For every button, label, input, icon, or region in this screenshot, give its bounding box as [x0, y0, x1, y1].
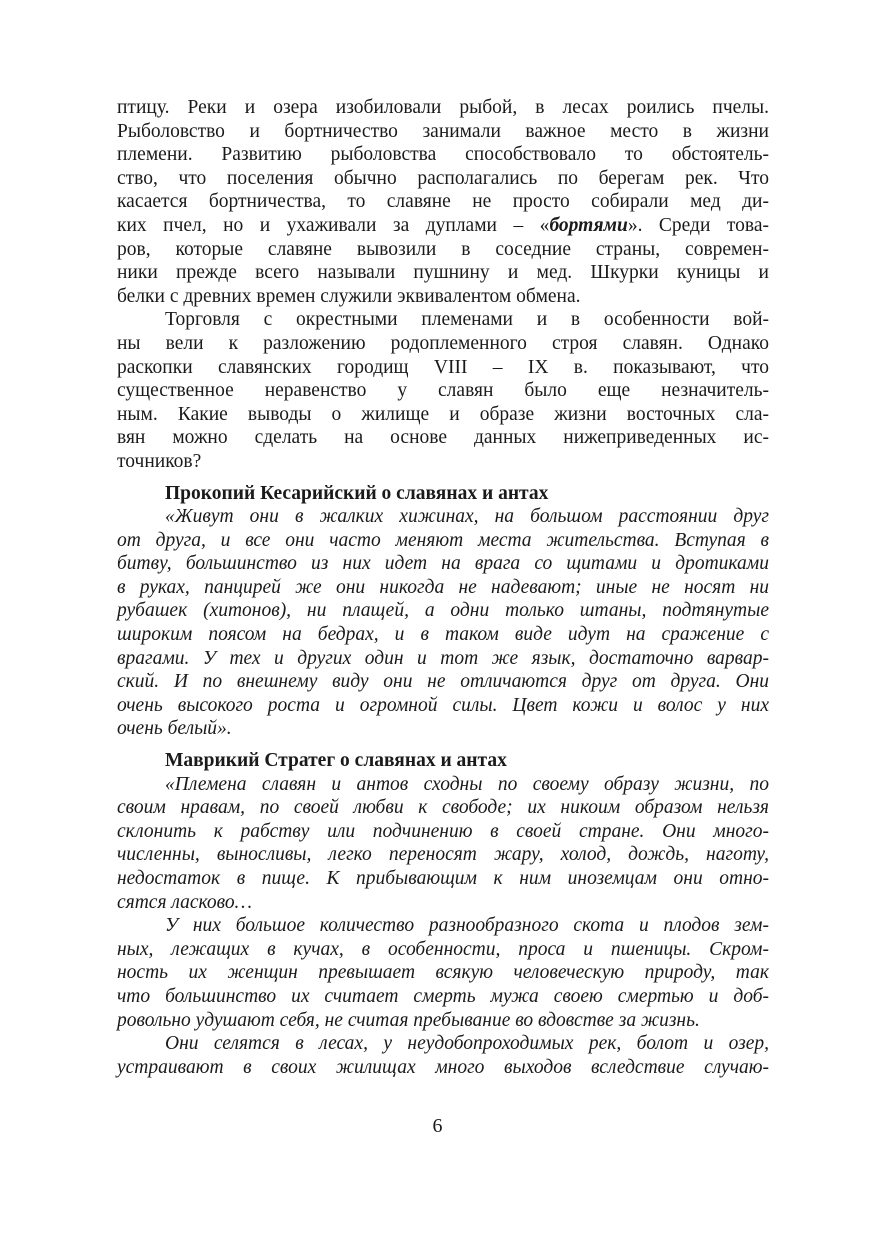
- text-line: битву, большинство из них идет на врага со щитами и дротиками: [117, 553, 769, 575]
- text-line: ным. Какие выводы о жилище и образе жизни восточных сла-: [117, 403, 769, 425]
- text-line: существенное неравенство у славян было еще незначитель-: [117, 380, 769, 402]
- paragraph-1: [117, 96, 769, 308]
- text-line: «Племена славян и антов сходны по своему образу жизни, по: [165, 773, 769, 795]
- document-page: [117, 96, 769, 1079]
- text-segment: ких пчел, но и ухаживали за дуплами – «: [117, 214, 550, 236]
- paragraph-2: [117, 308, 769, 473]
- text-line: ных, лежащих в кучах, в особенности, проса и пшеницы. Скром-: [117, 938, 769, 960]
- text-line: численны, выносливы, легко переносят жару, холод, дождь, наготу,: [117, 844, 769, 866]
- text-line: касается бортничества, то славяне не просто собирали мед ди-: [117, 191, 769, 213]
- section-heading-procopius: Прокопий Кесарийский о славянах и антах: [165, 482, 549, 504]
- emphasized-term: бортями: [549, 214, 628, 236]
- quote-maurice-part-3: [117, 1032, 769, 1079]
- text-line: «Живут они в жалких хижинах, на большом расстоянии друг: [165, 506, 769, 528]
- text-line: вян можно сделать на основе данных нижеприведенных ис-: [117, 427, 769, 449]
- text-line: ров, которые славяне вывозили в соседние страны, современ-: [117, 238, 769, 260]
- text-line: своим нравам, по своей любви к свободе; их никоим образом нельзя: [117, 797, 769, 819]
- text-line: что большинство их считает смерть мужа своею смертью и доб-: [117, 985, 769, 1007]
- text-line: ность их женщин превышает всякую человеческую природу, так: [117, 962, 769, 984]
- text-line: птицу. Реки и озера изобиловали рыбой, в лесах роились пчелы.: [117, 97, 769, 118]
- text-line: от друга, и все они часто меняют места жительства. Вступая в: [117, 529, 769, 551]
- text-line: сятся ласково…: [117, 891, 252, 913]
- text-line: белки с древних времен служили эквивалентом обмена.: [117, 285, 581, 307]
- text-segment: ». Среди това-: [627, 214, 770, 236]
- text-line: в руках, панцирей же они никогда не надевают; иные не носят ни: [117, 576, 769, 598]
- text-line: ский. И по внешнему виду они не отличаются друг от друга. Они: [117, 671, 769, 693]
- text-line: Рыболовство и бортничество занимали важное место в жизни: [117, 120, 769, 142]
- text-line: ровольно удушают себя, не считая пребывание во вдовстве за жизнь.: [117, 1009, 700, 1031]
- text-line: раскопки славянских городищ VIII – IX в. показывают, что: [117, 356, 769, 378]
- text-line: очень высокого роста и огромной силы. Цвет кожи и волос у них: [117, 694, 769, 716]
- text-line: племени. Развитию рыболовства способствовало то обстоятель-: [117, 144, 769, 166]
- text-line: У них большое количество разнообразного скота и плодов зем-: [165, 915, 769, 937]
- text-line: точников?: [117, 450, 202, 472]
- quote-maurice-part-2: [117, 914, 769, 1032]
- text-line: [117, 214, 769, 238]
- text-line: широким поясом на бедрах, и в таком виде идут на сражение с: [117, 624, 769, 646]
- page-number: 6: [432, 1115, 443, 1137]
- text-line: рубашек (хитонов), ни плащей, а одни только штаны, подтянутые: [117, 600, 769, 622]
- section-heading-maurice: Маврикий Стратег о славянах и антах: [165, 750, 507, 772]
- text-line: ны вели к разложению родоплеменного строя славян. Однако: [117, 332, 769, 354]
- text-line: ники прежде всего называли пушнину и мед. Шкурки куницы и: [117, 262, 769, 284]
- text-line: склонить к рабству или подчинению в своей стране. Они много-: [117, 820, 769, 842]
- text-line: Они селятся в лесах, у неудобопроходимых рек, болот и озер,: [165, 1033, 769, 1055]
- text-line: устраивают в своих жилищах много выходов вследствие случаю-: [117, 1056, 769, 1078]
- text-line: недостаток в пище. К прибывающим к ним иноземцам они отно-: [117, 868, 769, 889]
- quote-maurice-part-1: [117, 773, 769, 915]
- quote-procopius: [117, 505, 769, 741]
- text-line: Торговля с окрестными племенами и в особенности вой-: [165, 309, 769, 331]
- text-line: очень белый».: [117, 718, 232, 740]
- text-line: ство, что поселения обычно располагались по берегам рек. Что: [117, 167, 769, 189]
- text-line: врагами. У тех и других один и тот же язык, достаточно варвар-: [117, 647, 769, 669]
